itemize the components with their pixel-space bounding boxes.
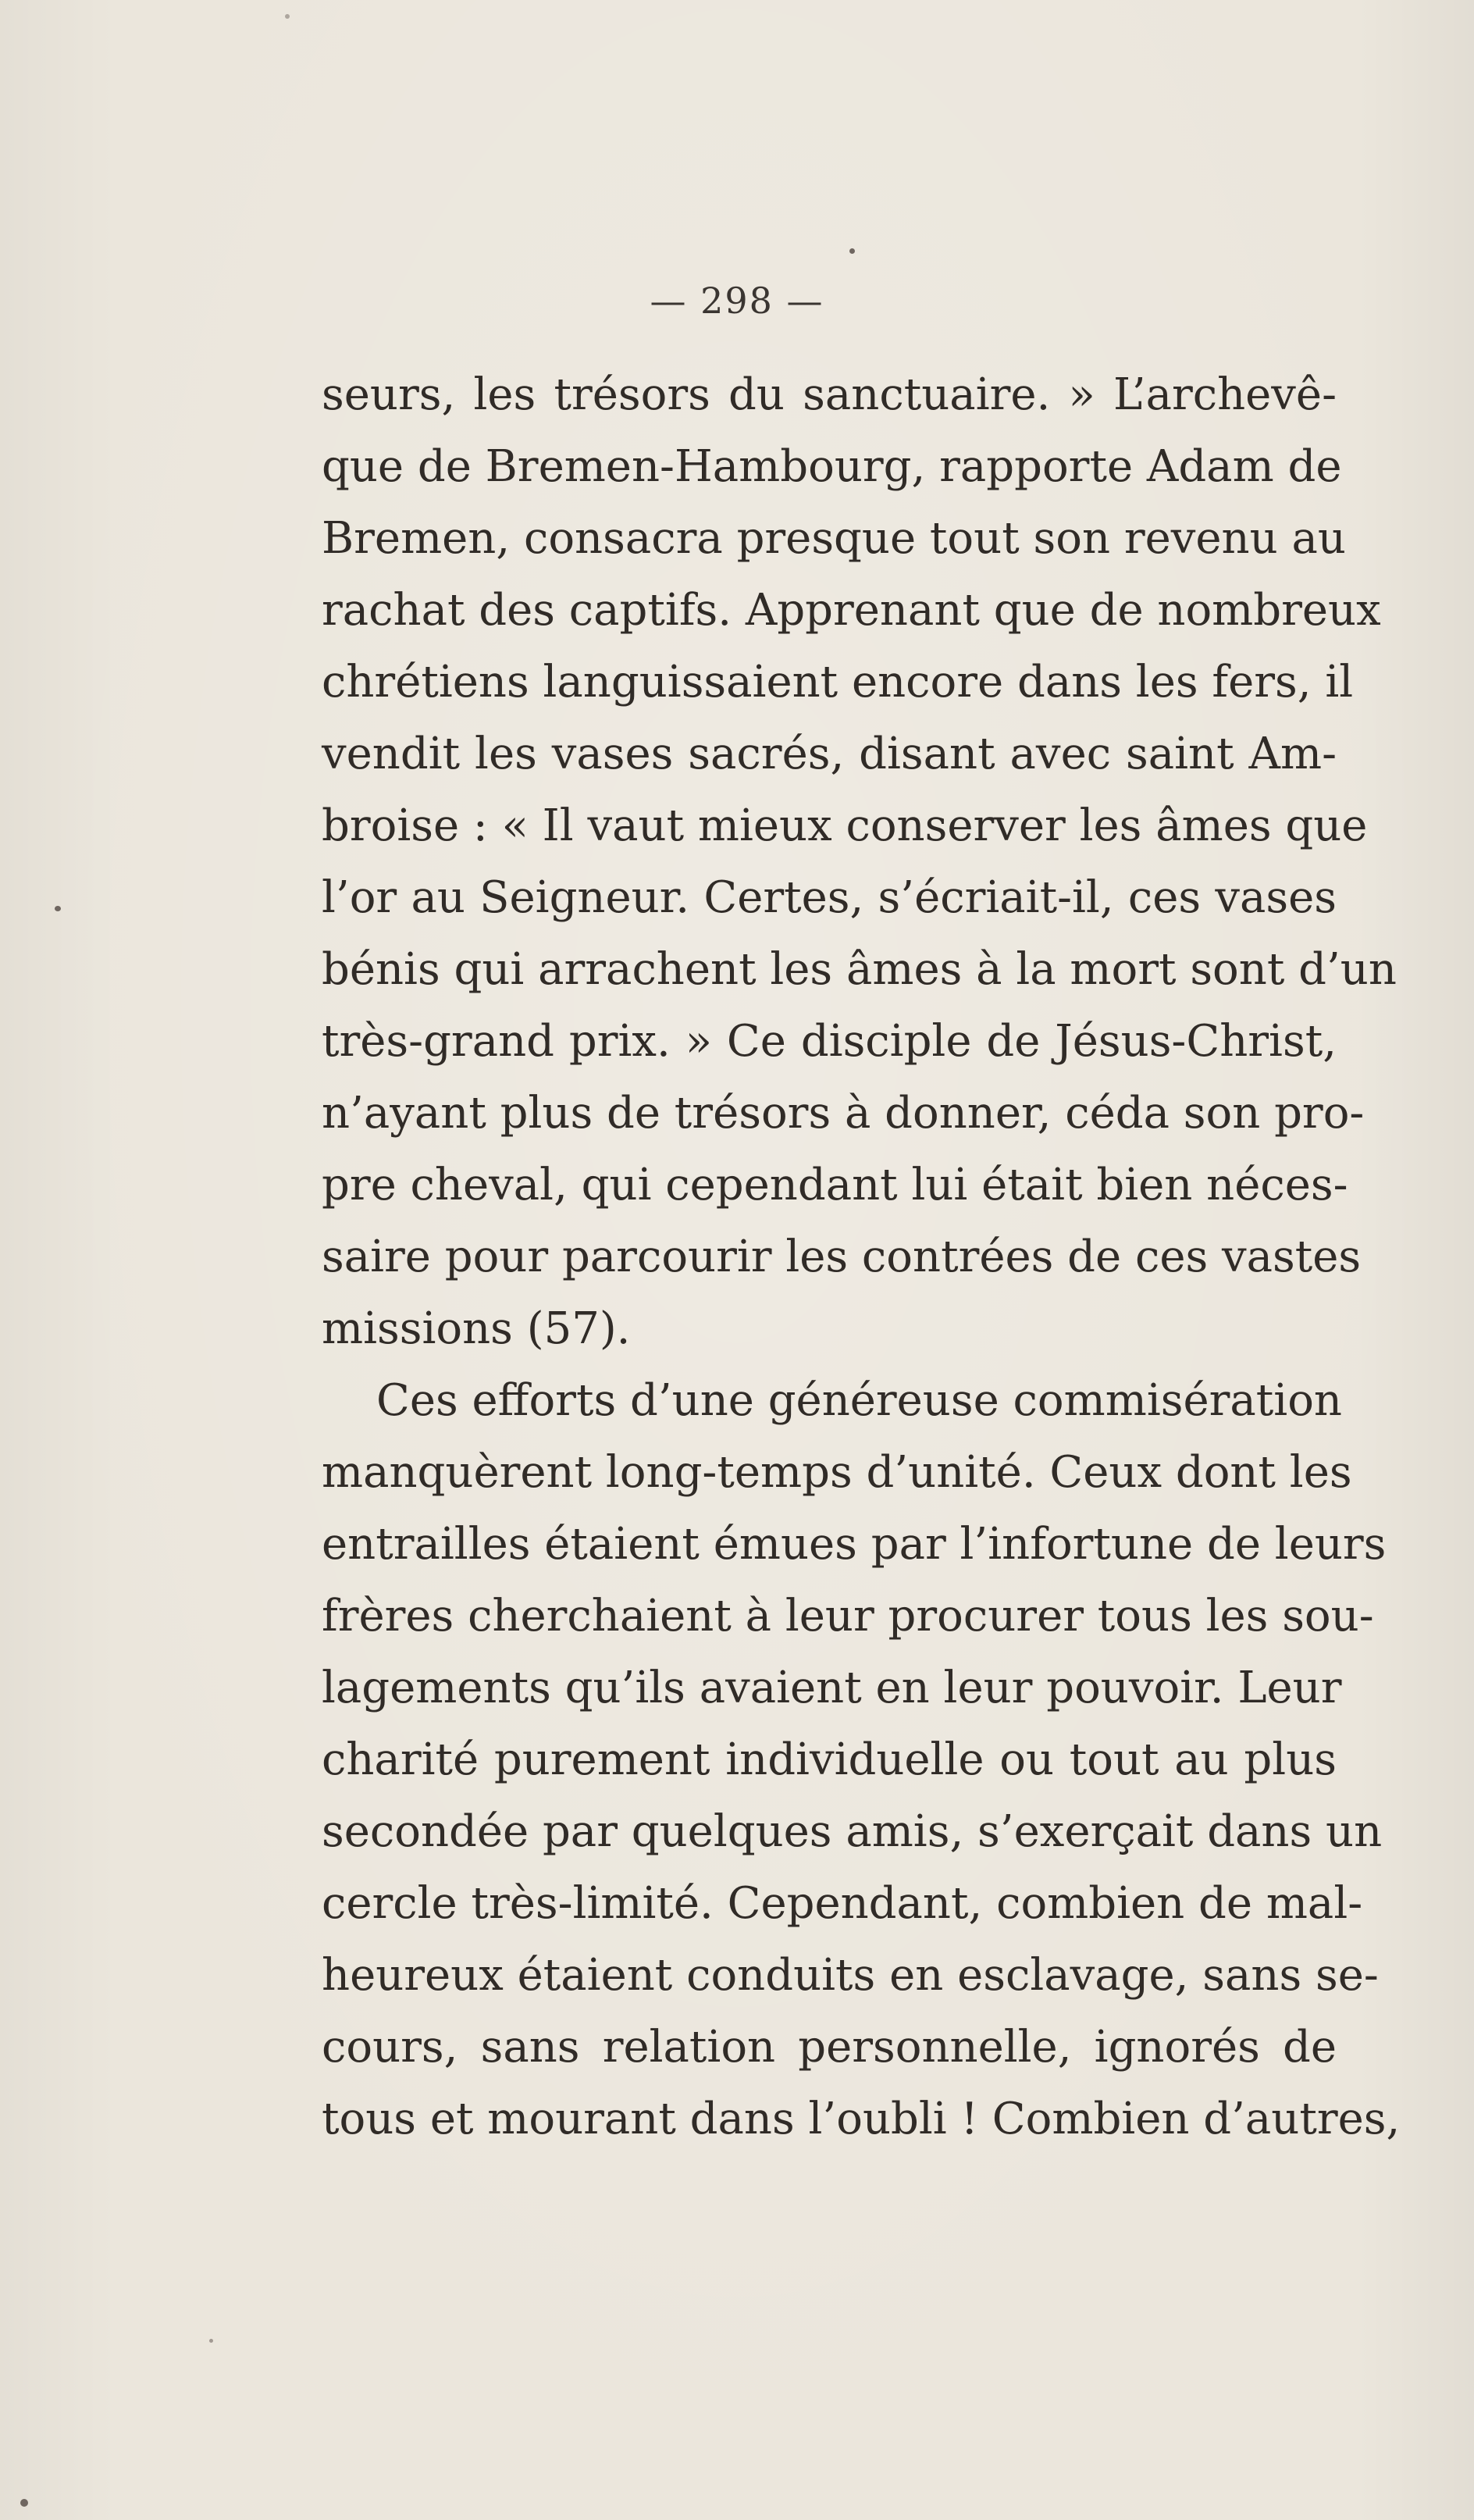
text-line: bénis qui arrachent les âmes à la mort sont d’un xyxy=(322,944,1397,995)
page-number: — 298 — xyxy=(650,280,824,322)
body-text xyxy=(322,359,1401,2155)
text-line: très-grand prix. » Ce disciple de Jésus-Christ, xyxy=(322,1016,1337,1067)
text-line: charité purement individuelle ou tout au plus xyxy=(322,1734,1337,1785)
text-line: cours, sans relation personnelle, ignorés de xyxy=(322,2022,1337,2073)
text-line: chrétiens languissaient encore dans les fers, il xyxy=(322,657,1354,708)
paper-speck xyxy=(209,2339,213,2343)
paragraph-first-line: Ces efforts d’une généreuse commisération xyxy=(376,1375,1342,1426)
text-line: saire pour parcourir les contrées de ces vastes xyxy=(322,1231,1362,1282)
text-line: vendit les vases sacrés, disant avec saint Am- xyxy=(322,729,1337,779)
text-line: frères cherchaient à leur procurer tous les sou- xyxy=(322,1591,1374,1641)
text-line: cercle très-limité. Cependant, combien de mal- xyxy=(322,1878,1363,1929)
paper-speck xyxy=(20,2499,28,2507)
text-line: pre cheval, qui cependant lui était bien néces- xyxy=(322,1160,1348,1210)
text-line: n’ayant plus de trésors à donner, céda son pro- xyxy=(322,1088,1365,1139)
text-line: l’or au Seigneur. Certes, s’écriait-il, ces vases xyxy=(322,872,1337,923)
text-line: tous et mourant dans l’oubli ! Combien d’autres, xyxy=(322,2094,1401,2144)
text-line: rachat des captifs. Apprenant que de nombreux xyxy=(322,585,1381,636)
text-line: seurs, les trésors du sanctuaire. » L’archevê- xyxy=(322,369,1337,420)
text-line: lagements qu’ils avaient en leur pouvoir. Leur xyxy=(322,1663,1342,1713)
text-line: missions (57). xyxy=(322,1303,631,1354)
paper-speck xyxy=(55,906,61,911)
text-line: que de Bremen-Hambourg, rapporte Adam de xyxy=(322,441,1342,492)
text-line: heureux étaient conduits en esclavage, sans se- xyxy=(322,1950,1379,2001)
text-line: secondée par quelques amis, s’exerçait dans un xyxy=(322,1806,1383,1857)
text-line: broise : « Il vaut mieux conserver les âmes que xyxy=(322,800,1368,851)
paper-speck xyxy=(849,248,855,254)
text-line: Bremen, consacra presque tout son revenu au xyxy=(322,513,1346,564)
text-line: manquèrent long-temps d’unité. Ceux dont les xyxy=(322,1447,1352,1498)
text-line: entrailles étaient émues par l’infortune de leurs xyxy=(322,1519,1387,1570)
paper-speck xyxy=(285,14,290,19)
